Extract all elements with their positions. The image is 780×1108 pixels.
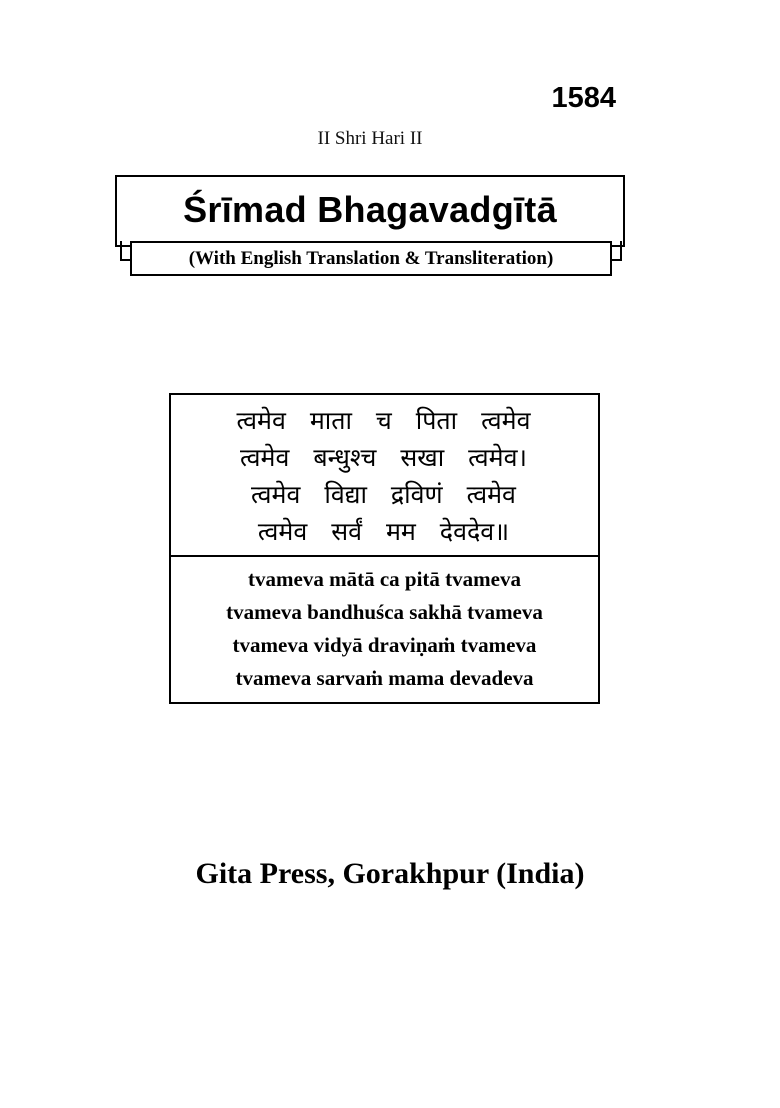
- book-subtitle: (With English Translation & Transliteration): [188, 248, 554, 269]
- devanagari-line: त्वमेव बन्धुश्च सखा त्वमेव।: [240, 443, 527, 472]
- book-title: Śrīmad Bhagavadgītā: [183, 189, 557, 230]
- transliteration-line: tvameva vidyā draviṇaṁ tvameva: [232, 633, 537, 657]
- title-box: [115, 175, 625, 247]
- subtitle-bracket-left: [120, 241, 130, 261]
- invocation-text: II Shri Hari II: [317, 128, 423, 149]
- subtitle-bracket-right: [612, 241, 622, 261]
- devanagari-line: त्वमेव माता च पिता त्वमेव: [236, 406, 531, 435]
- devanagari-line: त्वमेव विद्या द्रविणं त्वमेव: [251, 480, 516, 509]
- publisher-name: Gita Press, Gorakhpur (India): [195, 857, 585, 890]
- transliteration-line: tvameva bandhuśca sakhā tvameva: [226, 600, 543, 624]
- transliteration-line: tvameva sarvaṁ mama devadeva: [235, 666, 534, 690]
- transliteration-line: tvameva mātā ca pitā tvameva: [248, 567, 521, 591]
- verse-box: [169, 393, 600, 704]
- book-number: 1584: [551, 82, 616, 114]
- verse-divider: [171, 555, 598, 557]
- subtitle-box: [130, 241, 612, 276]
- devanagari-line: त्वमेव सर्वं मम देवदेव॥: [257, 517, 510, 546]
